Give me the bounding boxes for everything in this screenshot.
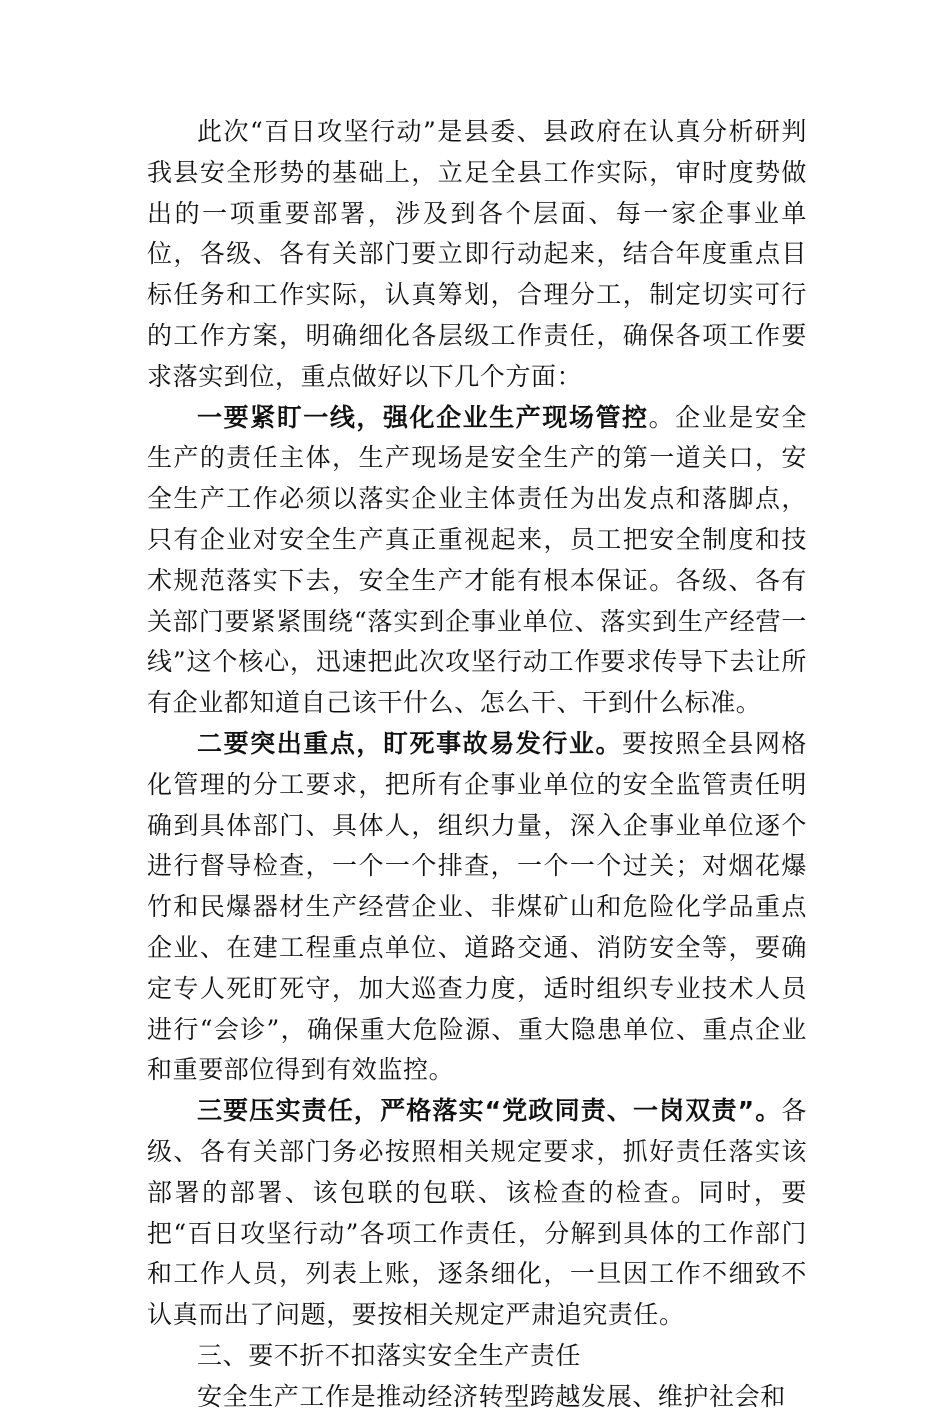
point-three-text: 各级、各有关部门务必按照相关规定要求，抓好责任落实该部署的部署、该包联的包联、该检查的检查。同时，要把“百日攻坚行动”各项工作责任，分解到具体的工作部门和工作人员，列表上账，逐条细化，一旦因工作不细致不认真而出了问题，要按相关规定严肃追究责任。 (147, 1096, 807, 1330)
paragraph-intro-text: 此次“百日攻坚行动”是县委、县政府在认真分析研判我县安全形势的基础上，立足全县工作实际，审时度势做出的一项重要部署，涉及到各个层面、每一家企事业单位，各级、各有关部门要立即行动起来，结合年度重点目标任务和工作实际，认真筹划，合理分工，制定切实可行的工作方案，明确细化各层级工作责任，确保各项工作要求落实到位，重点做好以下几个方面： (147, 117, 807, 391)
paragraph-intro (147, 112, 807, 398)
point-two-lead: 二要突出重点，盯死事故易发行业。 (197, 728, 623, 758)
point-three-lead: 三要压实责任，严格落实“党政同责、一岗双责”。 (197, 1096, 782, 1126)
document-page (147, 112, 807, 1418)
point-two-text: 要按照全县网格化管理的分工要求，把所有企事业单位的安全监管责任明确到具体部门、具体人，组织力量，深入企事业单位逐个进行督导检查，一个一个排查，一个一个过关；对烟花爆竹和民爆器材生产经营企业、非煤矿山和危险化学品重点企业、在建工程重点单位、道路交通、消防安全等，要确定专人死盯死守，加大巡查力度，适时组织专业技术人员进行“会诊”，确保重大危险源、重大隐患单位、重点企业和重要部位得到有效监控。 (147, 728, 807, 1085)
paragraph-point-three (147, 1091, 807, 1336)
paragraph-point-two (147, 724, 807, 1091)
point-one-lead: 一要紧盯一线，强化企业生产现场管控 (197, 402, 649, 432)
section-heading: 三、要不折不扣落实安全生产责任 (197, 1340, 582, 1370)
paragraph-final: 安全生产工作是推动经济转型跨越发展、维护社会和 (197, 1381, 786, 1411)
point-one-text: 。企业是安全生产的责任主体，生产现场是安全生产的第一道关口，安全生产工作必须以落实企业主体责任为出发点和落脚点，只有企业对安全生产真正重视起来，员工把安全制度和技术规范落实下去，安全生产才能有根本保证。各级、各有关部门要紧紧围绕“落实到企事业单位、落实到生产经营一线”这个核心，迅速把此次攻坚行动工作要求传导下去让所有企业都知道自己该干什么、怎么干、干到什么标准。 (147, 402, 807, 718)
paragraph-point-one (147, 398, 807, 724)
